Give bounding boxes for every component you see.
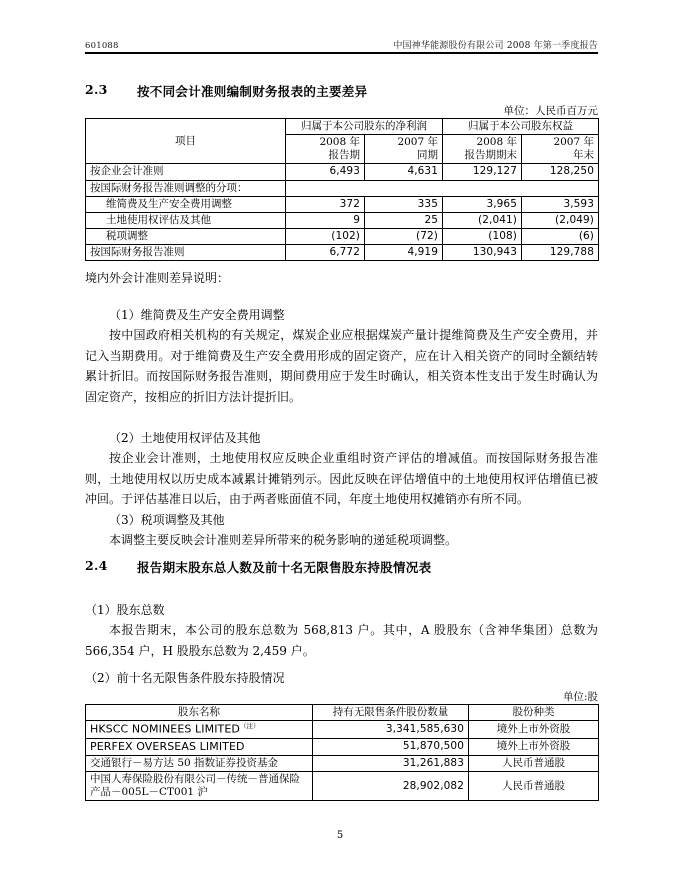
shareholder-share-type: 境外上市外资股 bbox=[469, 738, 599, 755]
subsection-2-title: （2）前十名无限售条件股东持股情况 bbox=[85, 671, 285, 685]
section-2-4-number: 2.4 bbox=[85, 558, 108, 573]
table-row bbox=[86, 196, 599, 212]
note-3-title: （3）税项调整及其他 bbox=[109, 513, 225, 527]
table-1-cell-r1-c1: 6,493 bbox=[286, 164, 365, 180]
shareholder-share-type: 人民币普通股 bbox=[469, 772, 599, 801]
table-1-year-header-1: 2008 年 报告期 bbox=[286, 135, 365, 164]
note-2-body: 按企业会计准则，土地使用权应反映企业重组时资产评估的增减值。而按国际财务报告准则，土地使用权以历史成本减累计摊销列示。因此反映在评估增值中的土地使用权评估增值已被冲回。于评估基准日以后，由于两者账面值不同，年度土地使用权摊销亦有所不同。 bbox=[85, 451, 598, 506]
table-1-cell-r5-c3: (108) bbox=[443, 228, 522, 244]
table-row bbox=[86, 721, 599, 739]
note-1-body: 按中国政府相关机构的有关规定，煤炭企业应根据煤炭产量计提维简费及生产安全费用，并记入当期费用。对于维简费及生产安全费用形成的固定资产，应在计入相关资产的同时全额结转累计折旧。而按国际财务报告准则，期间费用应于发生时确认，相关资本性支出于发生时确认为固定资产，按相应的折旧方法计提折旧。 bbox=[85, 328, 598, 404]
table-2-head bbox=[86, 705, 599, 721]
section-2-3-heading bbox=[85, 82, 367, 100]
table-1-cell-r6-c1: 6,772 bbox=[286, 245, 365, 261]
shareholder-share-count: 51,870,500 bbox=[313, 738, 469, 755]
table-1-head bbox=[86, 119, 599, 164]
table-1-cell-r4-c1: 9 bbox=[286, 212, 365, 228]
shareholder-share-count: 3,341,585,630 bbox=[313, 721, 469, 739]
shareholder-name: 中国人寿保险股份有限公司－传统－普通保险产品－005L－CT001 沪 bbox=[86, 772, 313, 801]
table-1-row-label: 税项调整 bbox=[86, 228, 286, 244]
table-2-unit-label: 单位:股 bbox=[562, 691, 598, 703]
page-number: 5 bbox=[336, 830, 344, 841]
table-1-unit-label: 单位：人民币百万元 bbox=[503, 105, 598, 117]
table-row bbox=[86, 738, 599, 755]
table-1-row-label: 土地使用权评估及其他 bbox=[86, 212, 286, 228]
table-1-equity-header: 归属于本公司股东权益 bbox=[443, 119, 599, 135]
table-2-header-3: 股份种类 bbox=[469, 705, 599, 721]
table-1-row-label: 按国际财务报告准则 bbox=[86, 245, 286, 261]
table-1-group-header-row bbox=[86, 119, 599, 135]
table-1-cell-r5-c2: (72) bbox=[365, 228, 443, 244]
accounting-standards-difference-table bbox=[85, 118, 599, 261]
table-row bbox=[86, 180, 599, 196]
table-1-cell-r3-c2: 335 bbox=[365, 196, 443, 212]
table-row bbox=[86, 212, 599, 228]
shareholder-share-type: 人民币普通股 bbox=[469, 755, 599, 771]
table-2-header-row bbox=[86, 705, 599, 721]
table-1-cell-r3-c3: 3,965 bbox=[443, 196, 522, 212]
shareholder-share-count: 31,261,883 bbox=[313, 755, 469, 771]
note-2-title: （2）土地使用权评估及其他 bbox=[109, 431, 261, 445]
table-1-cell-r1-c2: 4,631 bbox=[365, 164, 443, 180]
table-2-header-2: 持有无限售条件股份数量 bbox=[313, 705, 469, 721]
table-2-header-1: 股东名称 bbox=[86, 705, 313, 721]
shareholder-name: PERFEX OVERSEAS LIMITED bbox=[86, 738, 313, 755]
table-1-cell-r4-c4: (2,049) bbox=[522, 212, 599, 228]
top-shareholders-table bbox=[85, 704, 599, 801]
shareholder-share-count: 28,902,082 bbox=[313, 772, 469, 801]
section-2-3-title: 按不同会计准则编制财务报表的主要差异 bbox=[137, 84, 368, 99]
table-1-cell-r1-c3: 129,127 bbox=[443, 164, 522, 180]
running-header bbox=[85, 38, 598, 51]
table-1-cell-r5-c1: (102) bbox=[286, 228, 365, 244]
table-1-body bbox=[86, 164, 599, 261]
table-2-body bbox=[86, 721, 599, 801]
header-company-report: 中国神华能源股份有限公司 2008 年第一季度报告 bbox=[393, 41, 598, 51]
table-1-cell-r6-c2: 4,919 bbox=[365, 245, 443, 261]
header-stock-code: 601088 bbox=[85, 41, 119, 51]
table-row bbox=[86, 772, 599, 801]
note-1-title: （1）维简费及生产安全费用调整 bbox=[109, 308, 285, 322]
table-1-cell-r3-c4: 3,593 bbox=[522, 196, 599, 212]
table-row bbox=[86, 755, 599, 771]
shareholder-totals-text: 本报告期末，本公司的股东总数为 568,813 户。其中，A 股股东（含神华集团）总数为 566,354 户，H 股股东总数为 2,459 户。 bbox=[85, 623, 598, 658]
note-3-body: 本调整主要反映会计准则差异所带来的税务影响的递延税项调整。 bbox=[109, 533, 458, 547]
header-divider bbox=[85, 52, 598, 54]
shareholder-share-type: 境外上市外资股 bbox=[469, 721, 599, 739]
table-1-row-label: 按企业会计准则 bbox=[86, 164, 286, 180]
section-2-4-title: 报告期末股东总人数及前十名无限售股东持股情况表 bbox=[137, 560, 432, 575]
table-row bbox=[86, 164, 599, 180]
table-1-cell-r5-c4: (6) bbox=[522, 228, 599, 244]
footnote-marker: （注） bbox=[240, 722, 260, 731]
shareholder-name: HKSCC NOMINEES $LIMITED^{(注)}$ bbox=[86, 721, 313, 739]
section-2-4-heading bbox=[85, 558, 431, 576]
table-1-cell-r4-c3: (2,041) bbox=[443, 212, 522, 228]
table-1-year-header-3: 2008 年 报告期期末 bbox=[443, 135, 522, 164]
difference-explanation-intro: 境内外会计准则差异说明： bbox=[85, 271, 230, 285]
shareholder-name: 交通银行－易方达 50 指数证券投资基金 bbox=[86, 755, 313, 771]
table-1-cell-r3-c1: 372 bbox=[286, 196, 365, 212]
table-1-item-header: 项目 bbox=[86, 119, 286, 164]
table-1-year-header-4: 2007 年 年末 bbox=[522, 135, 599, 164]
table-1-net-profit-header: 归属于本公司股东的净利润 bbox=[286, 119, 443, 135]
section-2-3-number: 2.3 bbox=[85, 82, 108, 97]
subsection-1-title: （1）股东总数 bbox=[85, 603, 165, 617]
table-1-cell-r6-c4: 129,788 bbox=[522, 245, 599, 261]
table-1-cell-r4-c2: 25 bbox=[365, 212, 443, 228]
table-1-row-label: 维简费及生产安全费用调整 bbox=[86, 196, 286, 212]
table-1-cell-r6-c3: 130,943 bbox=[443, 245, 522, 261]
table-row bbox=[86, 228, 599, 244]
table-1-cell-r1-c4: 128,250 bbox=[522, 164, 599, 180]
table-1-year-header-2: 2007 年 同期 bbox=[365, 135, 443, 164]
table-row bbox=[86, 245, 599, 261]
table-1-row-label: 按国际财务报告准则调整的分项： bbox=[86, 180, 286, 196]
table-1-empty-span-cell bbox=[286, 180, 599, 196]
